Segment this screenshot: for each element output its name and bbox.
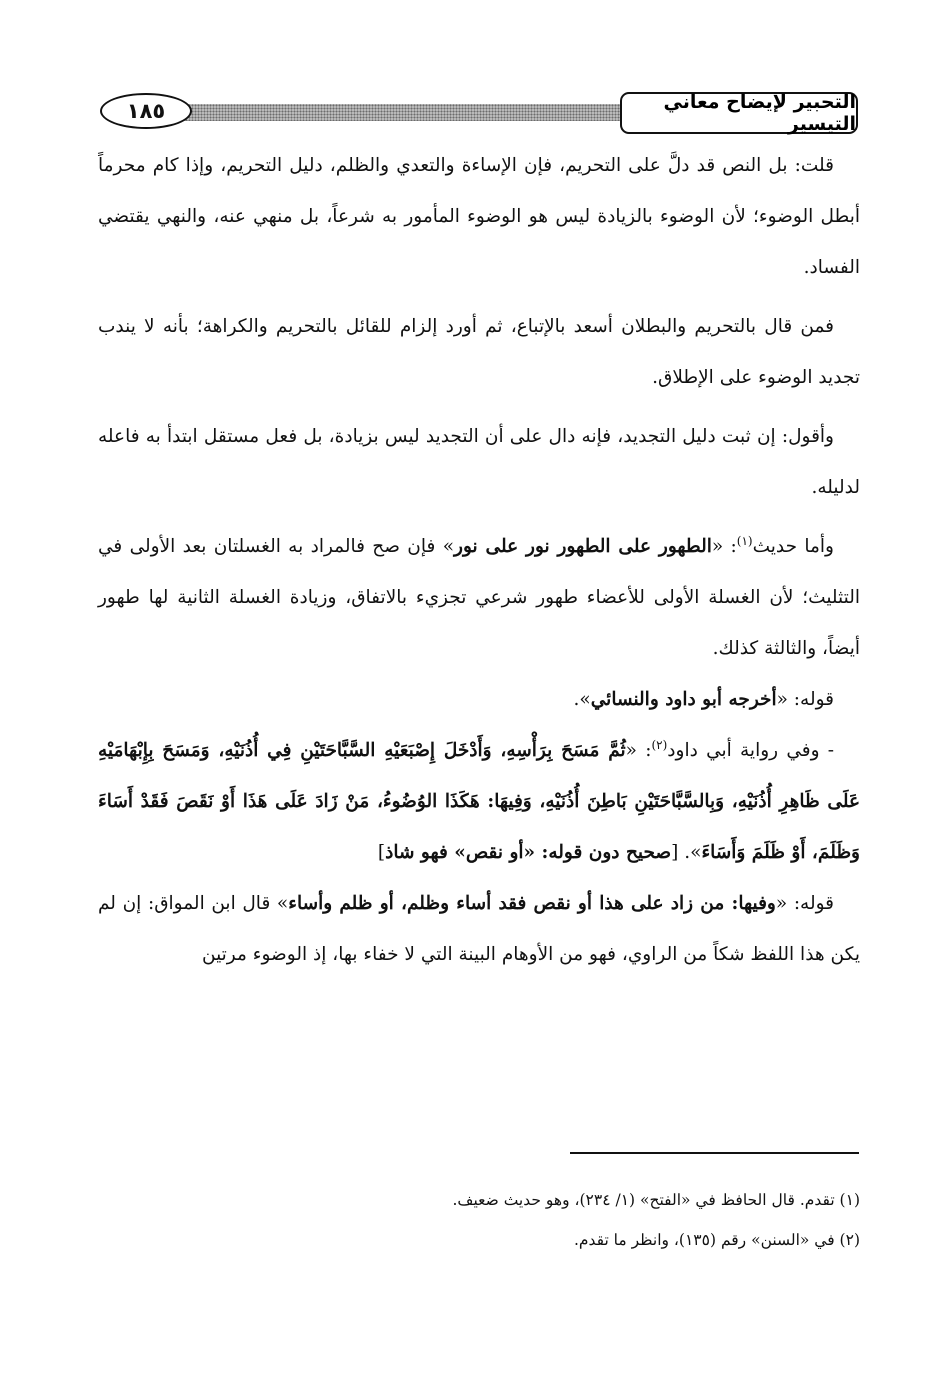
paragraph-5-close: ». bbox=[573, 689, 591, 710]
footnote-marker-2: (٢) bbox=[651, 737, 668, 752]
hadith-text: الطهور على الطهور نور على نور bbox=[454, 536, 712, 557]
paragraph-4-lead: وأما حديث bbox=[752, 536, 834, 557]
running-header bbox=[100, 92, 858, 136]
paragraph-6-quote-open: : « bbox=[625, 740, 652, 761]
footnote-2: (٢) في «السنن» رقم (١٣٥)، وانظر ما تقدم. bbox=[573, 1231, 860, 1249]
footnote-marker-1: (١) bbox=[736, 533, 753, 548]
hadith-text: ثُمَّ مَسَحَ بِرَأْسِهِ، وَأَدْخَلَ إِصْبَعَيْهِ السَّبَّاحَتَيْنِ فِي أُذُنَيْهِ، وَمَسَحَ بِإِبْهَامَيْهِ عَلَى ظَاهِرِ أُذُنَيْهِ، وَبِالسَّبَّاحَتَيْنِ بَاطِنَ أُذُنَيْهِ، وَفِيهَا: هَكَذَا الوُضُوءُ، مَنْ زَادَ عَلَى هَذَا أَوْ نَقَصَ فَقَدْ أَسَاءَ وَظَلَمَ، أَوْ ظَلَمَ وَأَسَاءَ bbox=[98, 740, 860, 863]
footnote-separator bbox=[570, 1152, 859, 1154]
paragraph-6-lead: - وفي رواية أبي داود bbox=[667, 740, 834, 761]
footnotes bbox=[100, 1180, 860, 1260]
book-title: التحبير لإيضاح معاني التيسير bbox=[620, 92, 858, 134]
paragraph-4 bbox=[98, 521, 860, 674]
paragraph-1: قلت: بل النص قد دلَّ على التحريم، فإن الإساءة والتعدي والظلم، دليل التحريم، وإذا كام محرماً أبطل الوضوء؛ لأن الوضوء بالزيادة ليس هو الوضوء المأمور به شرعاً، بل منهي عنه، والنهي يقتضي الفساد. bbox=[98, 155, 860, 278]
paragraph-6-bracket-open: ». [ bbox=[671, 842, 702, 863]
header-dotted-band bbox=[170, 104, 622, 121]
paragraph-7-lead: قوله: « bbox=[775, 893, 835, 914]
paragraph-5 bbox=[98, 674, 860, 725]
quoted-source: أخرجه أبو داود والنسائي bbox=[590, 689, 777, 710]
paragraph-7 bbox=[98, 878, 860, 980]
paragraph-6 bbox=[98, 725, 860, 878]
paragraph-3: وأقول: إن ثبت دليل التجديد، فإنه دال على أن التجديد ليس بزيادة، بل فعل مستقل ابتدأ به فاعله لدليله. bbox=[98, 426, 860, 498]
paragraph-4-quote-open: : « bbox=[711, 536, 737, 557]
paragraph-6-bracket-close: ] bbox=[377, 842, 386, 863]
paragraph-7-rest: » قال ابن المواق: إن لم يكن هذا اللفظ شكاً من الراوي، فهو من الأوهام البينة التي لا خفاء بها، إذ الوضوء مرتين bbox=[98, 893, 860, 965]
page-number: ١٨٥ bbox=[100, 93, 192, 129]
paragraph-2: فمن قال بالتحريم والبطلان أسعد بالإتباع، ثم أورد إلزام للقائل بالتحريم والكراهة؛ بأنه لا يندب تجديد الوضوء على الإطلاق. bbox=[98, 316, 860, 388]
paragraph-5-lead: قوله: « bbox=[776, 689, 834, 710]
hadith-grading: صحيح دون قوله: «أو نقص» فهو شاذ bbox=[385, 842, 672, 863]
footnote-1: (١) تقدم. قال الحافظ في «الفتح» (١/ ٢٣٤)، وهو حديث ضعيف. bbox=[452, 1191, 860, 1209]
paragraph-4-rest: » فإن صح فالمراد به الغسلتان بعد الأولى في التثليث؛ لأن الغسلة الأولى للأعضاء طهور شرعي تجزيء بالاتفاق، وزيادة الغسلة الثانية لها طهور أيضاً، والثالثة كذلك. bbox=[98, 536, 860, 659]
quoted-text: وفيها: من زاد على هذا أو نقص فقد أساء وظلم، أو ظلم وأساء bbox=[288, 893, 776, 914]
main-text bbox=[98, 140, 860, 980]
